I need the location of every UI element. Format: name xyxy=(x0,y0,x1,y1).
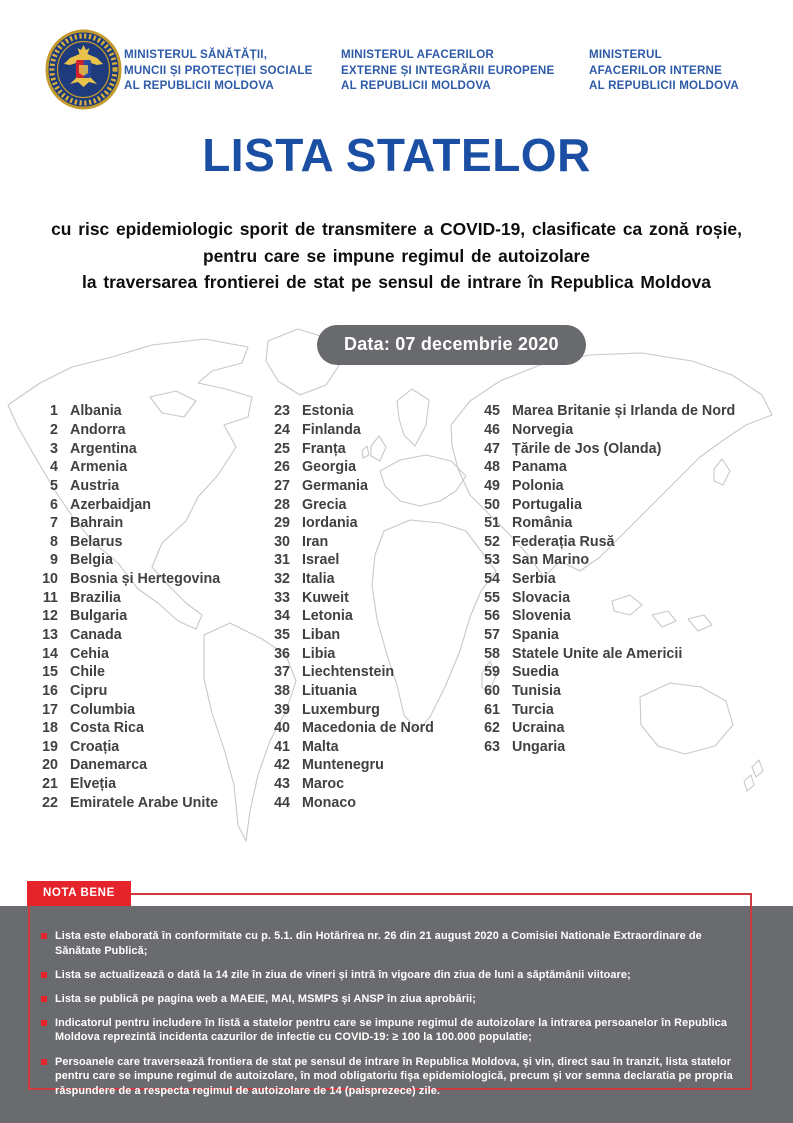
country-name: Marea Britanie și Irlanda de Nord xyxy=(512,403,736,420)
country-name: Serbia xyxy=(512,571,556,588)
country-row xyxy=(28,477,220,496)
country-row xyxy=(470,588,735,607)
country-name: Argentina xyxy=(70,440,137,457)
country-number: 29 xyxy=(274,515,290,532)
country-name: Ungaria xyxy=(512,738,566,755)
country-number: 2 xyxy=(50,421,58,438)
country-row xyxy=(470,439,735,458)
country-number: 10 xyxy=(42,571,58,588)
country-number: 31 xyxy=(274,552,290,569)
country-number: 26 xyxy=(274,459,290,476)
country-row xyxy=(260,719,434,738)
country-row xyxy=(470,514,735,533)
country-name: Finlanda xyxy=(302,421,361,438)
country-number: 5 xyxy=(50,477,58,494)
subtitle-line: cu risc epidemiologic sporit de transmitere a COVID-19, clasificate ca zonă roșie, xyxy=(51,219,742,239)
country-number: 56 xyxy=(484,608,500,625)
country-name: Federația Rusă xyxy=(512,533,615,550)
country-row xyxy=(260,700,434,719)
country-number: 40 xyxy=(274,720,290,737)
page-title: LISTA STATELOR xyxy=(202,129,591,181)
country-number: 43 xyxy=(274,776,290,793)
country-name: Italia xyxy=(302,571,335,588)
country-row xyxy=(28,458,220,477)
country-number: 37 xyxy=(274,664,290,681)
ministry-line: MINISTERUL xyxy=(589,48,662,61)
country-name: Ucraina xyxy=(512,720,565,737)
country-row xyxy=(260,644,434,663)
country-number: 59 xyxy=(484,664,500,681)
country-row xyxy=(260,756,434,775)
country-number: 17 xyxy=(42,701,58,718)
country-number: 47 xyxy=(484,440,500,457)
country-row xyxy=(28,570,220,589)
country-name: Brazilia xyxy=(70,589,121,606)
country-row xyxy=(470,570,735,589)
country-number: 25 xyxy=(274,440,290,457)
country-row xyxy=(470,402,735,421)
country-number: 50 xyxy=(484,496,500,513)
nota-bene-label: NOTA BENE xyxy=(27,881,131,906)
country-name: Cehia xyxy=(70,645,109,662)
country-number: 28 xyxy=(274,496,290,513)
country-name: Bosnia și Hertegovina xyxy=(70,571,221,588)
country-number: 49 xyxy=(484,477,500,494)
country-name: Monaco xyxy=(302,794,357,811)
nota-bene-text: Lista se publică pe pagina web a MAEIE, MAI, MSMPS și ANSP în ziua aprobării; xyxy=(55,992,477,1005)
country-row xyxy=(470,682,735,701)
country-number: 14 xyxy=(42,645,58,662)
country-row xyxy=(260,514,434,533)
country-name: Estonia xyxy=(302,403,354,420)
nota-bene-item xyxy=(41,1055,737,1099)
ministry-line: AL REPUBLICII MOLDOVA xyxy=(589,79,739,93)
country-number: 45 xyxy=(484,403,500,420)
country-name: Elveția xyxy=(70,776,117,793)
country-number: 61 xyxy=(484,701,500,718)
country-number: 54 xyxy=(484,571,500,588)
country-row xyxy=(260,793,434,812)
country-row xyxy=(28,700,220,719)
ministry-line: MINISTERUL SĂNĂTĂȚII, xyxy=(124,48,268,61)
ministry-line: AL REPUBLICII MOLDOVA xyxy=(341,79,491,93)
country-name: Slovacia xyxy=(512,589,571,606)
country-name: Macedonia de Nord xyxy=(302,720,434,737)
country-name: Franța xyxy=(302,440,346,457)
country-number: 11 xyxy=(42,589,58,606)
country-name: Canada xyxy=(70,627,122,643)
country-name: Tunisia xyxy=(512,682,561,699)
country-row xyxy=(28,738,220,757)
country-list-column-1 xyxy=(28,402,220,812)
country-name: Azerbaidjan xyxy=(70,496,152,513)
nota-bene-item xyxy=(41,992,737,1007)
country-row xyxy=(260,421,434,440)
country-name: San Marino xyxy=(512,552,590,569)
country-name: Columbia xyxy=(70,701,136,718)
country-number: 33 xyxy=(274,589,290,606)
country-number: 15 xyxy=(42,664,58,681)
country-row xyxy=(260,477,434,496)
country-row xyxy=(28,607,220,626)
country-number: 51 xyxy=(484,515,500,532)
red-square-bullet-icon xyxy=(41,1059,47,1065)
country-row xyxy=(470,421,735,440)
red-square-bullet-icon xyxy=(41,1020,47,1026)
country-number: 36 xyxy=(274,645,290,662)
country-number: 63 xyxy=(484,738,500,755)
country-row xyxy=(470,477,735,496)
ministry-health-title xyxy=(124,47,313,94)
country-name: Liban xyxy=(302,627,341,643)
country-name: Lituania xyxy=(302,682,357,699)
country-row xyxy=(260,775,434,794)
country-number: 1 xyxy=(50,403,58,420)
country-row xyxy=(28,682,220,701)
country-number: 3 xyxy=(50,440,58,457)
country-row xyxy=(28,719,220,738)
country-number: 48 xyxy=(484,459,500,476)
country-number: 35 xyxy=(274,627,290,643)
ministry-line: AFACERILOR INTERNE xyxy=(589,63,723,77)
country-number: 58 xyxy=(484,645,500,662)
country-row xyxy=(470,626,735,645)
country-name: Liechtenstein xyxy=(302,664,395,681)
ministry-line: MUNCII ȘI PROTECȚIEI SOCIALE xyxy=(124,63,313,77)
country-row xyxy=(260,663,434,682)
country-row xyxy=(28,421,220,440)
country-name: Malta xyxy=(302,738,339,755)
nota-bene-item xyxy=(41,968,737,983)
country-name: Grecia xyxy=(302,496,347,513)
country-name: Țările de Jos (Olanda) xyxy=(512,440,662,457)
ministry-line: MINISTERUL AFACERILOR xyxy=(341,48,494,61)
country-row xyxy=(470,700,735,719)
country-number: 8 xyxy=(50,533,58,550)
country-name: Belarus xyxy=(70,533,123,550)
country-row xyxy=(28,439,220,458)
red-square-bullet-icon xyxy=(41,996,47,1002)
country-number: 13 xyxy=(42,627,58,643)
nota-bene-text: Indicatorul pentru includere în listă a statelor pentru care se impune regimul de autoizolare la intrarea persoanelor în Republica Moldova reprezintă incidenta cazurilor de infectie cu COVID-19: ≥ 100 la 100.000 populatie; xyxy=(55,1016,728,1044)
country-row xyxy=(28,532,220,551)
country-number: 21 xyxy=(42,776,58,793)
country-row xyxy=(260,458,434,477)
country-row xyxy=(470,532,735,551)
country-row xyxy=(28,663,220,682)
country-name: Georgia xyxy=(302,459,357,476)
country-number: 41 xyxy=(274,738,290,755)
country-number: 22 xyxy=(42,794,58,811)
country-name: Albania xyxy=(70,403,122,420)
country-name: Portugalia xyxy=(512,496,582,513)
country-name: Cipru xyxy=(70,682,108,699)
country-row xyxy=(260,682,434,701)
country-name: Armenia xyxy=(70,459,128,476)
country-name: Maroc xyxy=(302,776,345,793)
country-number: 23 xyxy=(274,403,290,420)
country-row xyxy=(470,719,735,738)
country-list-column-3 xyxy=(470,402,735,756)
country-row xyxy=(28,626,220,645)
country-row xyxy=(470,551,735,570)
country-row xyxy=(260,551,434,570)
country-name: Iordania xyxy=(302,515,358,532)
country-number: 44 xyxy=(274,794,290,811)
ministry-internal-affairs-title xyxy=(589,47,739,94)
country-number: 55 xyxy=(484,589,500,606)
country-row xyxy=(28,495,220,514)
country-number: 16 xyxy=(42,682,58,699)
red-square-bullet-icon xyxy=(41,972,47,978)
country-name: România xyxy=(512,515,573,532)
nota-bene-text: Lista se actualizează o dată la 14 zile în ziua de vineri și intră în vigoare din ziua de luni a săptămânii viitoare; xyxy=(55,968,631,981)
country-name: Turcia xyxy=(512,701,554,718)
country-number: 60 xyxy=(484,682,500,699)
country-name: Panama xyxy=(512,459,567,476)
country-number: 27 xyxy=(274,477,290,494)
country-number: 57 xyxy=(484,627,500,643)
country-name: Danemarca xyxy=(70,757,148,774)
ministry-line: AL REPUBLICII MOLDOVA xyxy=(124,79,274,93)
nota-bene-text: Lista este elaborată în conformitate cu p. 5.1. din Hotărîrea nr. 26 din 21 august 2020 a Comisiei Nationale Extraordinare de Sănătate Publică; xyxy=(55,930,702,957)
nota-bene-list xyxy=(41,929,737,1108)
country-number: 7 xyxy=(50,515,58,532)
country-number: 34 xyxy=(274,608,290,625)
country-name: Luxemburg xyxy=(302,701,380,718)
country-name: Polonia xyxy=(512,477,564,494)
country-name: Israel xyxy=(302,552,340,569)
country-number: 62 xyxy=(484,720,500,737)
country-row xyxy=(260,532,434,551)
country-row xyxy=(260,607,434,626)
country-name: Suedia xyxy=(512,664,559,681)
country-name: Bulgaria xyxy=(70,608,128,625)
country-number: 38 xyxy=(274,682,290,699)
country-name: Statele Unite ale Americii xyxy=(512,645,683,662)
country-name: Andorra xyxy=(70,421,126,438)
country-name: Iran xyxy=(302,533,329,550)
country-row xyxy=(28,775,220,794)
country-row xyxy=(260,570,434,589)
country-number: 52 xyxy=(484,533,500,550)
country-number: 24 xyxy=(274,421,290,438)
country-number: 20 xyxy=(42,757,58,774)
country-name: Costa Rica xyxy=(70,720,144,737)
subtitle-line: pentru care se impune regimul de autoizolare xyxy=(203,245,590,266)
country-number: 12 xyxy=(42,608,58,625)
country-number: 18 xyxy=(42,720,58,737)
nota-bene-item xyxy=(41,929,737,958)
country-row xyxy=(28,756,220,775)
ministry-foreign-affairs-title xyxy=(341,47,554,94)
country-name: Libia xyxy=(302,645,336,662)
page-subtitle xyxy=(0,216,793,296)
ministry-line: EXTERNE ȘI INTEGRĂRII EUROPENE xyxy=(341,63,555,77)
country-name: Bahrain xyxy=(70,515,124,532)
country-number: 30 xyxy=(274,533,290,550)
country-row xyxy=(260,738,434,757)
country-number: 42 xyxy=(274,757,290,774)
country-name: Muntenegru xyxy=(302,757,384,774)
country-row xyxy=(28,402,220,421)
country-list-column-2 xyxy=(260,402,434,812)
country-number: 4 xyxy=(50,459,58,476)
country-number: 53 xyxy=(484,552,500,569)
country-row xyxy=(260,588,434,607)
country-row xyxy=(28,551,220,570)
country-row xyxy=(28,793,220,812)
country-row xyxy=(470,644,735,663)
subtitle-line: la traversarea frontierei de stat pe sensul de intrare în Republica Moldova xyxy=(82,272,711,292)
country-name: Chile xyxy=(70,664,105,681)
country-row xyxy=(470,607,735,626)
country-row xyxy=(260,495,434,514)
red-square-bullet-icon xyxy=(41,933,47,939)
country-row xyxy=(470,738,735,757)
country-name: Belgia xyxy=(70,552,113,569)
country-name: Germania xyxy=(302,477,368,494)
country-name: Norvegia xyxy=(512,421,574,438)
country-number: 6 xyxy=(50,496,58,513)
country-row xyxy=(260,402,434,421)
country-number: 9 xyxy=(50,552,58,569)
country-name: Emiratele Arabe Unite xyxy=(70,794,219,811)
country-name: Letonia xyxy=(302,608,353,625)
moldova-government-emblem xyxy=(45,29,122,110)
country-number: 32 xyxy=(274,571,290,588)
country-row xyxy=(260,626,434,645)
nota-bene-item xyxy=(41,1016,737,1045)
country-row xyxy=(470,495,735,514)
country-name: Croația xyxy=(70,738,120,755)
country-row xyxy=(470,663,735,682)
country-name: Austria xyxy=(70,477,120,494)
country-row xyxy=(470,458,735,477)
country-name: Spania xyxy=(512,627,559,643)
date-badge: Data: 07 decembrie 2020 xyxy=(317,325,586,365)
country-row xyxy=(28,514,220,533)
country-row xyxy=(28,588,220,607)
country-number: 46 xyxy=(484,421,500,438)
country-name: Slovenia xyxy=(512,608,571,625)
country-row xyxy=(28,644,220,663)
nota-bene-text: Persoanele care traversează frontiera de stat pe sensul de intrare în Republica Moldova, şi vin, direct sau în tranzit, lista statelor pentru care se impune regimul de autoizolare, în mod obligatoriu fişa epidemiologică, precum şi vor semna declaratia pe propria răspundere de a respecta regimul de autoizolare de 14 (paisprezece) zile. xyxy=(55,1055,733,1097)
country-number: 19 xyxy=(42,738,58,755)
country-number: 39 xyxy=(274,701,290,718)
country-row xyxy=(260,439,434,458)
country-name: Kuweit xyxy=(302,589,349,606)
